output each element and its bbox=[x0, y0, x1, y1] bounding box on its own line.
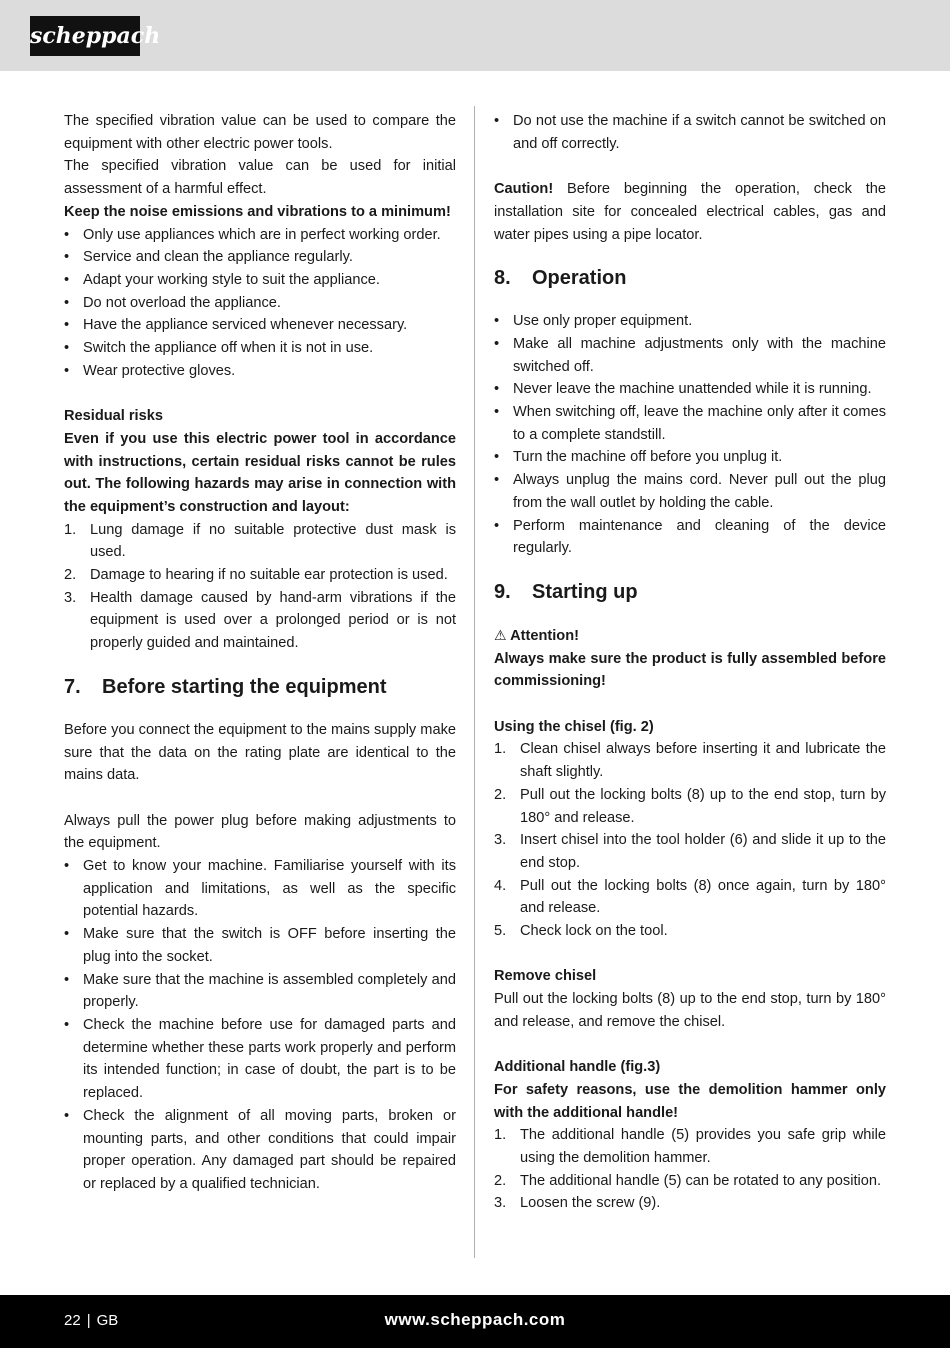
list-item: • Make sure that the machine is assembled completely and properly. bbox=[64, 969, 456, 1014]
list-item: • Do not overload the appliance. bbox=[64, 292, 456, 315]
list-item: 2. Damage to hearing if no suitable ear protection is used. bbox=[64, 567, 448, 584]
using-chisel-heading: Using the chisel (fig. 2) bbox=[494, 718, 654, 735]
list-item: • Switch the appliance off when it is not in use. bbox=[64, 337, 456, 360]
list-item: 3. Insert chisel into the tool holder (6) and slide it up to the end stop. bbox=[494, 832, 886, 871]
remove-chisel-text: Pull out the locking bolts (8) up to the end stop, turn by 180° and release, and remove the chisel. bbox=[494, 991, 886, 1030]
section-7-list bbox=[64, 855, 456, 1196]
residual-risks-intro: Even if you use this electric power tool in accordance with instructions, certain residual risks cannot be rules out. The following hazards may arise in connection with the equipment’s construction and layout: bbox=[64, 430, 456, 515]
attention-label: ⚠ Attention! bbox=[494, 626, 579, 644]
right-column bbox=[494, 110, 886, 1215]
list-item: 4. Pull out the locking bolts (8) once again, turn by 180° and release. bbox=[494, 877, 886, 917]
list-item: 2. The additional handle (5) can be rotated to any position. bbox=[494, 1172, 882, 1189]
warning-icon: ⚠ bbox=[494, 626, 507, 643]
operation-list bbox=[494, 310, 886, 560]
list-item: 2. Pull out the locking bolts (8) up to the end stop, turn by 180° and release. bbox=[494, 786, 886, 826]
list-item: • Make all machine adjustments only with the machine switched off. bbox=[494, 333, 886, 378]
list-item: 3. Loosen the screw (9). bbox=[494, 1195, 661, 1212]
section-8-heading: 8. Operation bbox=[494, 267, 627, 290]
column-divider bbox=[474, 106, 475, 1258]
section-9-heading: 9. Starting up bbox=[494, 580, 638, 603]
page-header bbox=[0, 0, 950, 71]
list-item: 1. Clean chisel always before inserting it and lubricate the shaft slightly. bbox=[494, 741, 886, 781]
using-chisel-list bbox=[494, 738, 886, 942]
list-item: • Get to know your machine. Familiarise yourself with its application and limitations, as well as the specific potential hazards. bbox=[64, 855, 456, 923]
list-item: 1. The additional handle (5) provides you safe grip while using the demolition hammer. bbox=[494, 1127, 886, 1167]
list-item: • Use only proper equipment. bbox=[494, 310, 886, 333]
vibration-paragraph-1: The specified vibration value can be used to compare the equipment with other electric power tools. bbox=[64, 113, 456, 152]
list-item: • Turn the machine off before you unplug it. bbox=[494, 446, 886, 469]
page-number: 22 | GB bbox=[64, 1312, 119, 1329]
additional-handle-warning: For safety reasons, use the demolition hammer only with the additional handle! bbox=[494, 1081, 886, 1121]
list-item: • Adapt your working style to suit the appliance. bbox=[64, 269, 456, 292]
additional-handle-list bbox=[494, 1124, 886, 1215]
list-item: • Only use appliances which are in perfect working order. bbox=[64, 224, 456, 247]
list-item: • When switching off, leave the machine only after it comes to a complete standstill. bbox=[494, 401, 886, 446]
switch-warning-list bbox=[494, 110, 886, 155]
list-item: • Make sure that the switch is OFF before inserting the plug into the socket. bbox=[64, 923, 456, 968]
left-column bbox=[64, 110, 456, 1196]
list-item: • Always unplug the mains cord. Never pull out the plug from the wall outlet by holding the cable. bbox=[494, 469, 886, 514]
list-item: • Have the appliance serviced whenever necessary. bbox=[64, 314, 456, 337]
section-7-paragraph-2: Always pull the power plug before making adjustments to the equipment. bbox=[64, 812, 456, 852]
list-item: • Service and clean the appliance regularly. bbox=[64, 246, 456, 269]
attention-text: Always make sure the product is fully assembled before commissioning! bbox=[494, 650, 886, 690]
residual-risks-list bbox=[64, 519, 456, 655]
section-7-paragraph-1: Before you connect the equipment to the mains supply make sure that the data on the rating plate are identical to the mains data. bbox=[64, 721, 456, 784]
caution-paragraph: Caution! Before beginning the operation, check the installation site for concealed electrical cables, gas and water pipes using a pipe locator. bbox=[494, 181, 886, 243]
residual-risks-heading: Residual risks bbox=[64, 408, 163, 425]
list-item: • Never leave the machine unattended while it is running. bbox=[494, 378, 886, 401]
list-item: • Do not use the machine if a switch cannot be switched on and off correctly. bbox=[494, 110, 886, 155]
list-item: 1. Lung damage if no suitable protective dust mask is used. bbox=[64, 521, 456, 561]
list-item: • Check the machine before use for damaged parts and determine whether these parts work properly and perform its intended function; in case of doubt, the part is to be replaced. bbox=[64, 1014, 456, 1105]
keep-emissions-list bbox=[64, 224, 456, 383]
website-link[interactable]: www.scheppach.com bbox=[384, 1310, 566, 1329]
list-item: • Perform maintenance and cleaning of the device regularly. bbox=[494, 515, 886, 560]
vibration-paragraph-2: The specified vibration value can be used for initial assessment of a harmful effect. bbox=[64, 158, 456, 198]
list-item: 5. Check lock on the tool. bbox=[494, 923, 668, 940]
brand-logo: scheppach bbox=[30, 16, 140, 56]
remove-chisel-heading: Remove chisel bbox=[494, 968, 597, 985]
list-item: 3. Health damage caused by hand-arm vibrations if the equipment is used over a prolonged period or is not properly guided and maintained. bbox=[64, 589, 456, 652]
additional-handle-heading: Additional handle (fig.3) bbox=[494, 1059, 661, 1076]
list-item: • Check the alignment of all moving parts, broken or mounting parts, and other conditions that could impair proper operation. Any damaged part should be repaired or replaced by a qualified technician. bbox=[64, 1105, 456, 1196]
keep-emissions-heading: Keep the noise emissions and vibrations to a minimum! bbox=[64, 203, 451, 220]
section-7-heading: 7. Before starting the equipment bbox=[64, 675, 387, 698]
page-footer bbox=[0, 1295, 950, 1348]
list-item: • Wear protective gloves. bbox=[64, 360, 456, 383]
